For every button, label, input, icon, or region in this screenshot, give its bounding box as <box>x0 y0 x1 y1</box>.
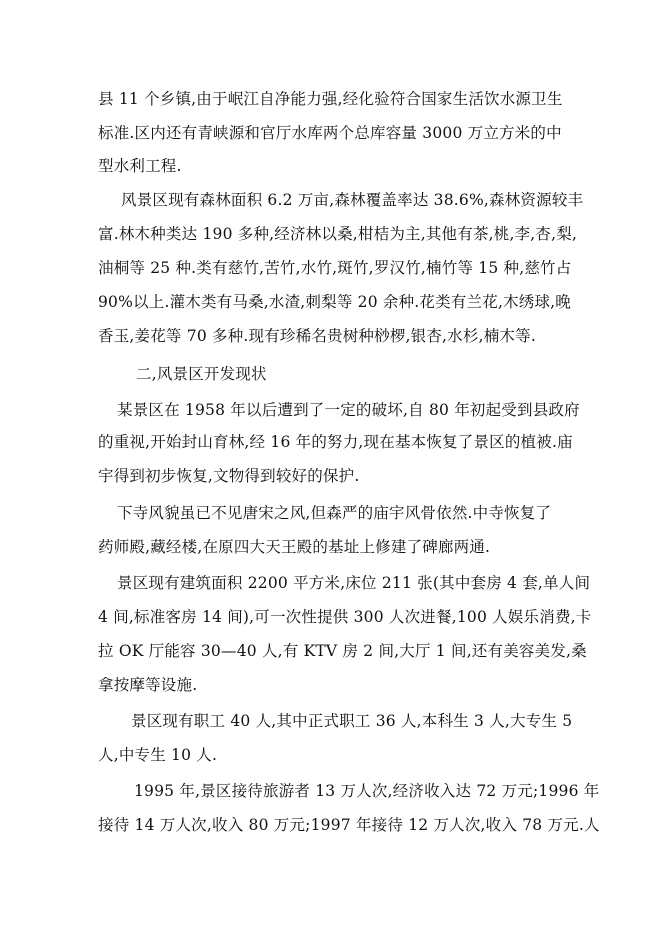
text-line: 4 间,标准客房 14 间),可一次性提供 300 人次进餐,100 人娱乐消费,卡 <box>98 608 592 626</box>
text-line: 风景区现有森林面积 6.2 万亩,森林覆盖率达 38.6%,森林资源较丰 <box>121 191 584 209</box>
text-line: 县 11 个乡镇,由于岷江自净能力强,经化验符合国家生活饮水源卫生 <box>98 90 563 108</box>
text-line: 某景区在 1958 年以后遭到了一定的破坏,自 80 年初起受到县政府 <box>117 401 580 419</box>
text-line: 油桐等 25 种.类有慈竹,苦竹,水竹,斑竹,罗汉竹,楠竹等 15 种,慈竹占 <box>98 259 572 277</box>
text-line: 拉 OK 厅能容 30—40 人,有 KTV 房 2 间,大厅 1 间,还有美容美发,桑 <box>98 642 587 660</box>
text-line: 药师殿,藏经楼,在原四大天王殿的基址上修建了碑廊两通. <box>98 538 491 556</box>
text-line: 拿按摩等设施. <box>98 676 198 694</box>
section-heading: 二,风景区开发现状 <box>136 365 267 383</box>
text-line: 型水利工程. <box>98 157 182 175</box>
text-line: 富.林木种类达 190 多种,经济林以桑,柑桔为主,其他有茶,桃,李,杏,梨, <box>98 225 578 243</box>
text-line: 90%以上.灌木类有马桑,水渣,刺梨等 20 余种.花类有兰花,木绣球,晚 <box>98 293 571 311</box>
text-line: 下寺风貌虽已不见唐宋之风,但森严的庙宇风骨依然.中寺恢复了 <box>117 504 552 522</box>
text-line: 人,中专生 10 人. <box>98 746 218 764</box>
text-line: 景区现有职工 40 人,其中正式职工 36 人,本科生 3 人,大专生 5 <box>131 712 573 730</box>
text-line: 1995 年,景区接待旅游者 13 万人次,经济收入达 72 万元;1996 年 <box>134 782 600 800</box>
text-line: 香玉,姜花等 70 多种.现有珍稀名贵树种桫椤,银杏,水杉,楠木等. <box>98 327 536 345</box>
text-line: 接待 14 万人次,收入 80 万元;1997 年接待 12 万人次,收入 78 万元.人 <box>98 816 600 834</box>
text-line: 标准.区内还有青峡源和官厅水库两个总库容量 3000 万立方米的中 <box>98 124 562 142</box>
text-line: 景区现有建筑面积 2200 平方米,床位 211 张(其中套房 4 套,单人间 <box>117 574 591 592</box>
text-line: 的重视,开始封山育林,经 16 年的努力,现在基本恢复了景区的植被.庙 <box>98 433 573 451</box>
text-line: 宇得到初步恢复,文物得到较好的保护. <box>98 467 360 485</box>
